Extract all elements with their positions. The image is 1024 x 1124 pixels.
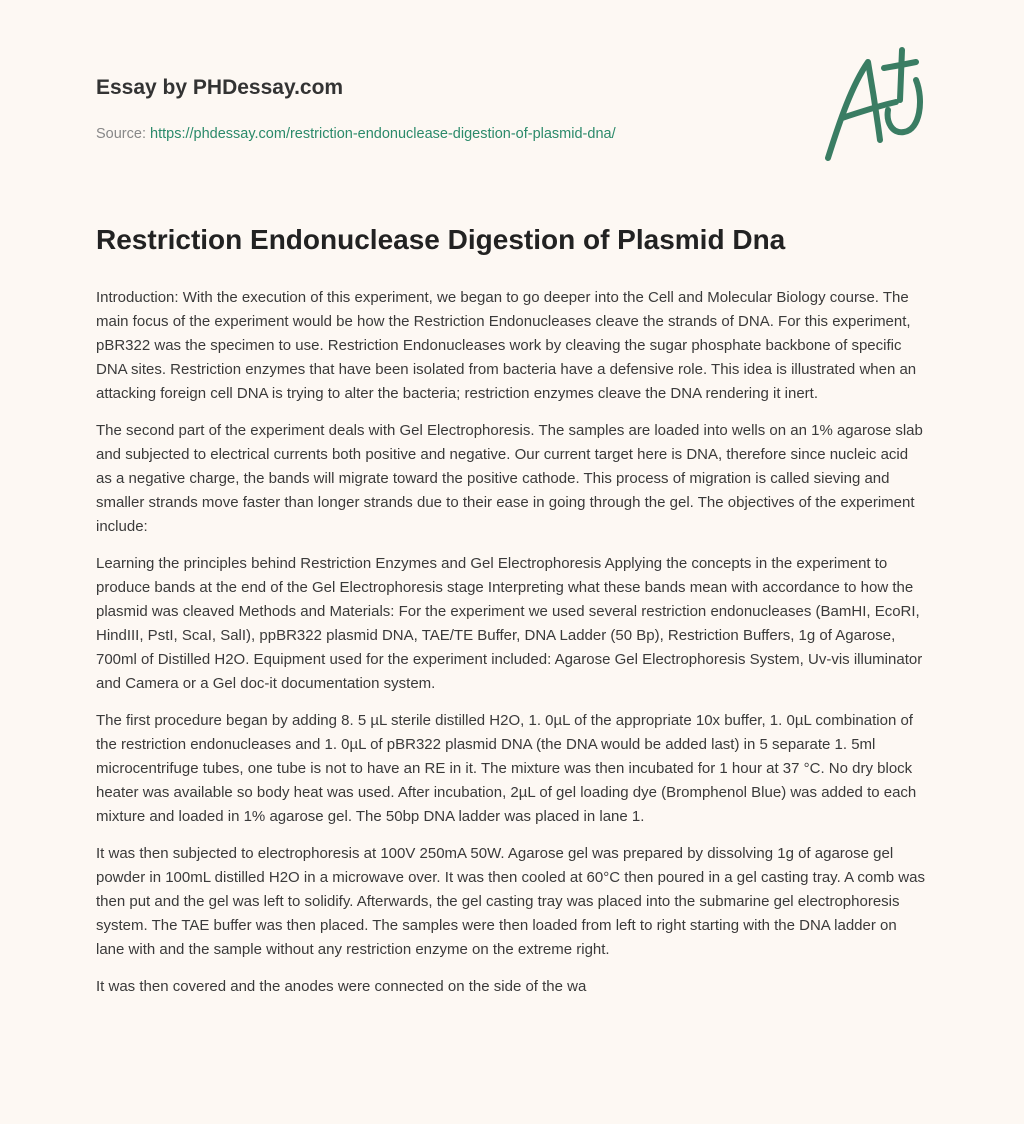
- paragraph: It was then subjected to electrophoresis at 100V 250mA 50W. Agarose gel was prepared by dissolving 1g of agarose gel powder in 100mL distilled H2O in a microwave over. It was then cooled at 60°C then poured in a gel casting tray. A comb was then put and the gel was left to solidify. Afterwards, the gel casting tray was placed into the submarine gel electrophoresis system. The TAE buffer was then placed. The samples were then loaded from left to right starting with the DNA ladder on lane with and the sample without any restriction enzyme on the extreme right.: [96, 845, 925, 958]
- essay-header: [96, 76, 928, 142]
- essay-title: Restriction Endonuclease Digestion of Plasmid Dna: [96, 224, 786, 255]
- source-link[interactable]: https://phdessay.com/restriction-endonuclease-digestion-of-plasmid-dna/: [150, 126, 616, 142]
- source-line: [96, 126, 928, 142]
- paragraph: Introduction: With the execution of this experiment, we began to go deeper into the Cell and Molecular Biology course. The main focus of the experiment would be how the Restriction Endonucleases cleave the strands of DNA. For this experiment, pBR322 was the specimen to use. Restriction Endonucleases work by cleaving the sugar phosphate backbone of specific DNA sites. Restriction enzymes that have been isolated from bacteria have a defensive role. This idea is illustrated when an attacking foreign cell DNA is trying to alter the bacteria; restriction enzymes cleave the DNA rendering it inert.: [96, 289, 917, 402]
- paragraph: The second part of the experiment deals with Gel Electrophoresis. The samples are loaded into wells on an 1% agarose slab and subjected to electrical currents both positive and negative. Our current target here is DNA, therefore since nucleic acid as a negative charge, the bands will migrate toward the positive cathode. This process of migration is called sieving and smaller strands move faster than longer strands due to their ease in going through the gel. The objectives of the experiment include:: [96, 422, 923, 535]
- brand-title: Essay by PHDessay.com: [96, 76, 344, 99]
- a-plus-logo-icon: [820, 40, 930, 165]
- essay-body: [96, 286, 928, 1012]
- source-label: Source:: [96, 126, 146, 142]
- paragraph: Learning the principles behind Restriction Enzymes and Gel Electrophoresis Applying the concepts in the experiment to produce bands at the end of the Gel Electrophoresis stage Interpreting what these bands mean with accordance to how the plasmid was cleaved Methods and Materials: For the experiment we used several restriction endonucleases (BamHI, EcoRI, HindIII, PstI, ScaI, SalI), ppBR322 plasmid DNA, TAE/TE Buffer, DNA Ladder (50 Bp), Restriction Buffers, 1g of Agarose, 700ml of Distilled H2O. Equipment used for the experiment included: Agarose Gel Electrophoresis System, Uv-vis illuminator and Camera or a Gel doc-it documentation system.: [96, 555, 923, 692]
- paragraph: The first procedure began by adding 8. 5 µL sterile distilled H2O, 1. 0µL of the appropriate 10x buffer, 1. 0µL combination of the restriction endonucleases and 1. 0µL of pBR322 plasmid DNA (the DNA would be added last) in 5 separate 1. 5ml microcentrifuge tubes, one tube is not to have an RE in it. The mixture was then incubated for 1 hour at 37 °C. No dry block heater was available so body heat was used. After incubation, 2µL of gel loading dye (Bromphenol Blue) was added to each mixture and loaded in 1% agarose gel. The 50bp DNA ladder was placed in lane 1.: [96, 712, 917, 825]
- paragraph: It was then covered and the anodes were connected on the side of the wa: [96, 978, 587, 995]
